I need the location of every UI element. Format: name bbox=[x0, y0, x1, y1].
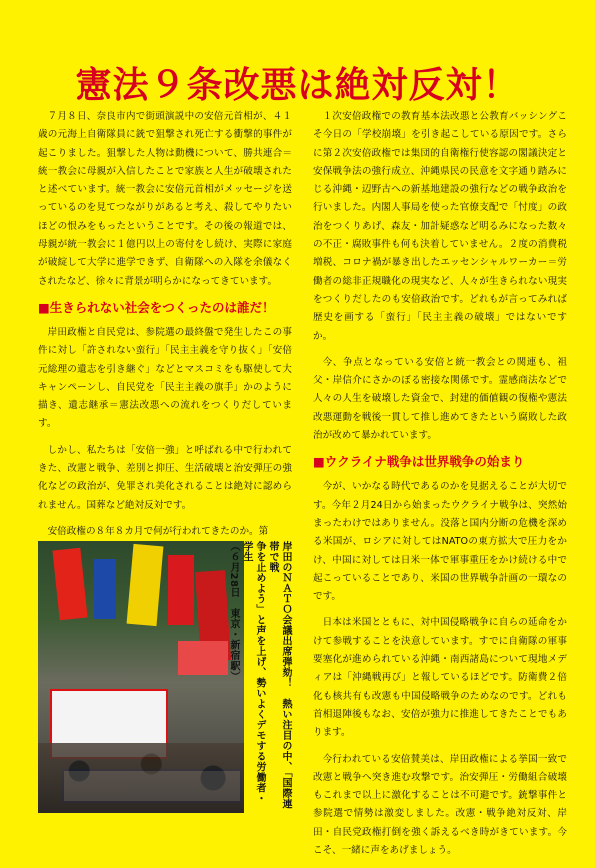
paragraph: しかし、私たちは「安倍一強」と呼ばれる中で行われてきた、改憲と戦争、差別と抑圧、生活破壊と治安弾圧の強化などの政治が、免罪され美化されることは絶対に認められません。国葬など絶対反対です。 bbox=[38, 444, 292, 511]
paragraph: 今行われている安倍賛美は、岸田政権による挙国一致で改憲と戦争へ突き進む攻撃です。治安弾圧・労働組合破壊もこれまで以上に激化することは不可避です。銃撃事件と参院選で情勢は激変しました。改憲・戦争絶対反対、岸田・自民党政権打倒を強く訴えるべき時がきています。今こそ、一緒に声をあげましょう。 bbox=[313, 753, 567, 856]
left-column bbox=[38, 108, 292, 543]
paragraph: ７月８日、奈良市内で街頭演説中の安倍元首相が、４１歳の元海上自衛隊員に銃で狙撃され死亡する衝撃的事件が起こりました。狙撃した人物は動機について、勝共連合＝統一教会に母親が入信したことで家族と人生が破壊されたと述べています。統一教会に安倍元首相がメッセージを送っているのを見てつながりがあると考え、殺してやりたいほどの恨みをもったということです。その後の報道では、母親が統一教会に１億円以上の寄付をし続け、実際に家庭が破綻して大学に進学できず、自衛隊への入隊を余儀なくされたなど、徐々に背景が明らかになってきています。 bbox=[38, 111, 292, 287]
caption-line: 争を止めよう」と声を上げ、勢いよくデモする労働者・学生 bbox=[241, 541, 265, 804]
section-heading: ■ウクライナ戦争は世界戦争の始まり bbox=[313, 454, 525, 470]
crowd bbox=[38, 743, 244, 813]
caption-line: 岸田のＮＡＴＯ会議出席弾劾！ 熱い注目の中、「国際連帯で戦 bbox=[267, 541, 291, 809]
right-column bbox=[313, 108, 567, 868]
blue-flag bbox=[94, 559, 116, 619]
page-title: 憲法９条改悪は絶対反対！ bbox=[75, 65, 520, 107]
paragraph: 安倍政権の８年８カ月で何が行われてきたのか。第 bbox=[47, 525, 269, 537]
paragraph: 今、争点となっている安倍と統一教会との関連も、祖父・岸信介にさかのぼる密接な関係です。霊感商法などで人々の人生を破壊した資金で、封建的価値観の復権や憲法改悪運動を戦後一貫して推し進めてきたという腐敗した政治が改めて暴かれています。 bbox=[313, 356, 567, 442]
placard bbox=[178, 641, 228, 675]
photo-block bbox=[38, 541, 292, 813]
red-flag bbox=[52, 548, 87, 621]
demonstration-photo bbox=[38, 541, 244, 813]
section-heading: ■生きられない社会をつくったのは誰だ！ bbox=[38, 299, 275, 315]
caption-line: （６月28日 東京・新宿駅） bbox=[228, 541, 239, 682]
photo-caption bbox=[228, 541, 292, 813]
paragraph: 日本は米国とともに、対中国侵略戦争に自らの延命をかけて参戦することを決意しています。すでに自衛隊の軍事要塞化が進められている沖縄・南西諸島について現地メディアは「沖縄戦再び」と報しているほどです。防衛費２倍化も核共有も改憲も中国侵略戦争のためなのです。どれも首相退陣後もなお、安倍が強力に推進してきたことでもあります。 bbox=[313, 617, 567, 739]
yellow-flag bbox=[127, 544, 164, 626]
paragraph: 岸田政権と自民党は、参院選の最終盤で発生したこの事件に対し「許されない蛮行」「民主主義を守り抜く」「安倍元総理の遺志を引き継ぐ」などとマスコミをも駆使して大キャンペーンし、自民党を「民主主義の旗手」かのように描き、遺志継承＝憲法改悪への流れをつくりだしています。 bbox=[38, 326, 292, 430]
red-flag bbox=[168, 555, 194, 625]
paragraph: 今が、いかなる時代であるのかを見据えることが大切です。今年２月24日から始まったウクライナ戦争は、突然始まったわけではありません。没落と国内分断の危機を深める米国が、ロシアに対してはNATOの東方拡大で圧力をかけ、中国に対しては日米一体で軍事重圧をかけ続ける中で起こっていることであり、米国の世界戦争計画の一環なのです。 bbox=[313, 481, 567, 603]
paragraph: １次安倍政権での教育基本法改悪と公教育バッシングこそ今日の「学校崩壊」を引き起こしている原因です。さらに第２次安倍政権では集団的自衛権行使容認の閣議決定と安保戦争法の強行成立、沖縄県民の民意を文字通り踏みにじる沖縄・辺野古への新基地建設の強行などの戦争政治を行いました。内閣人事局を使った官僚支配で「忖度」の政治をつくりあげ、森友・加計疑惑など明るみになった数々の不正・腐敗事件も何も決着していません。２度の消費税増税、コロナ禍が暴き出したエッセンシャルワーカー＝労働者の総非正規職化の現実など、人々が生きられない現実をつくりだしたのも安倍政治です。どれもが言ってみれば歴史を画する「蛮行」「民主主義の破壊」ではないですか。 bbox=[313, 111, 567, 342]
